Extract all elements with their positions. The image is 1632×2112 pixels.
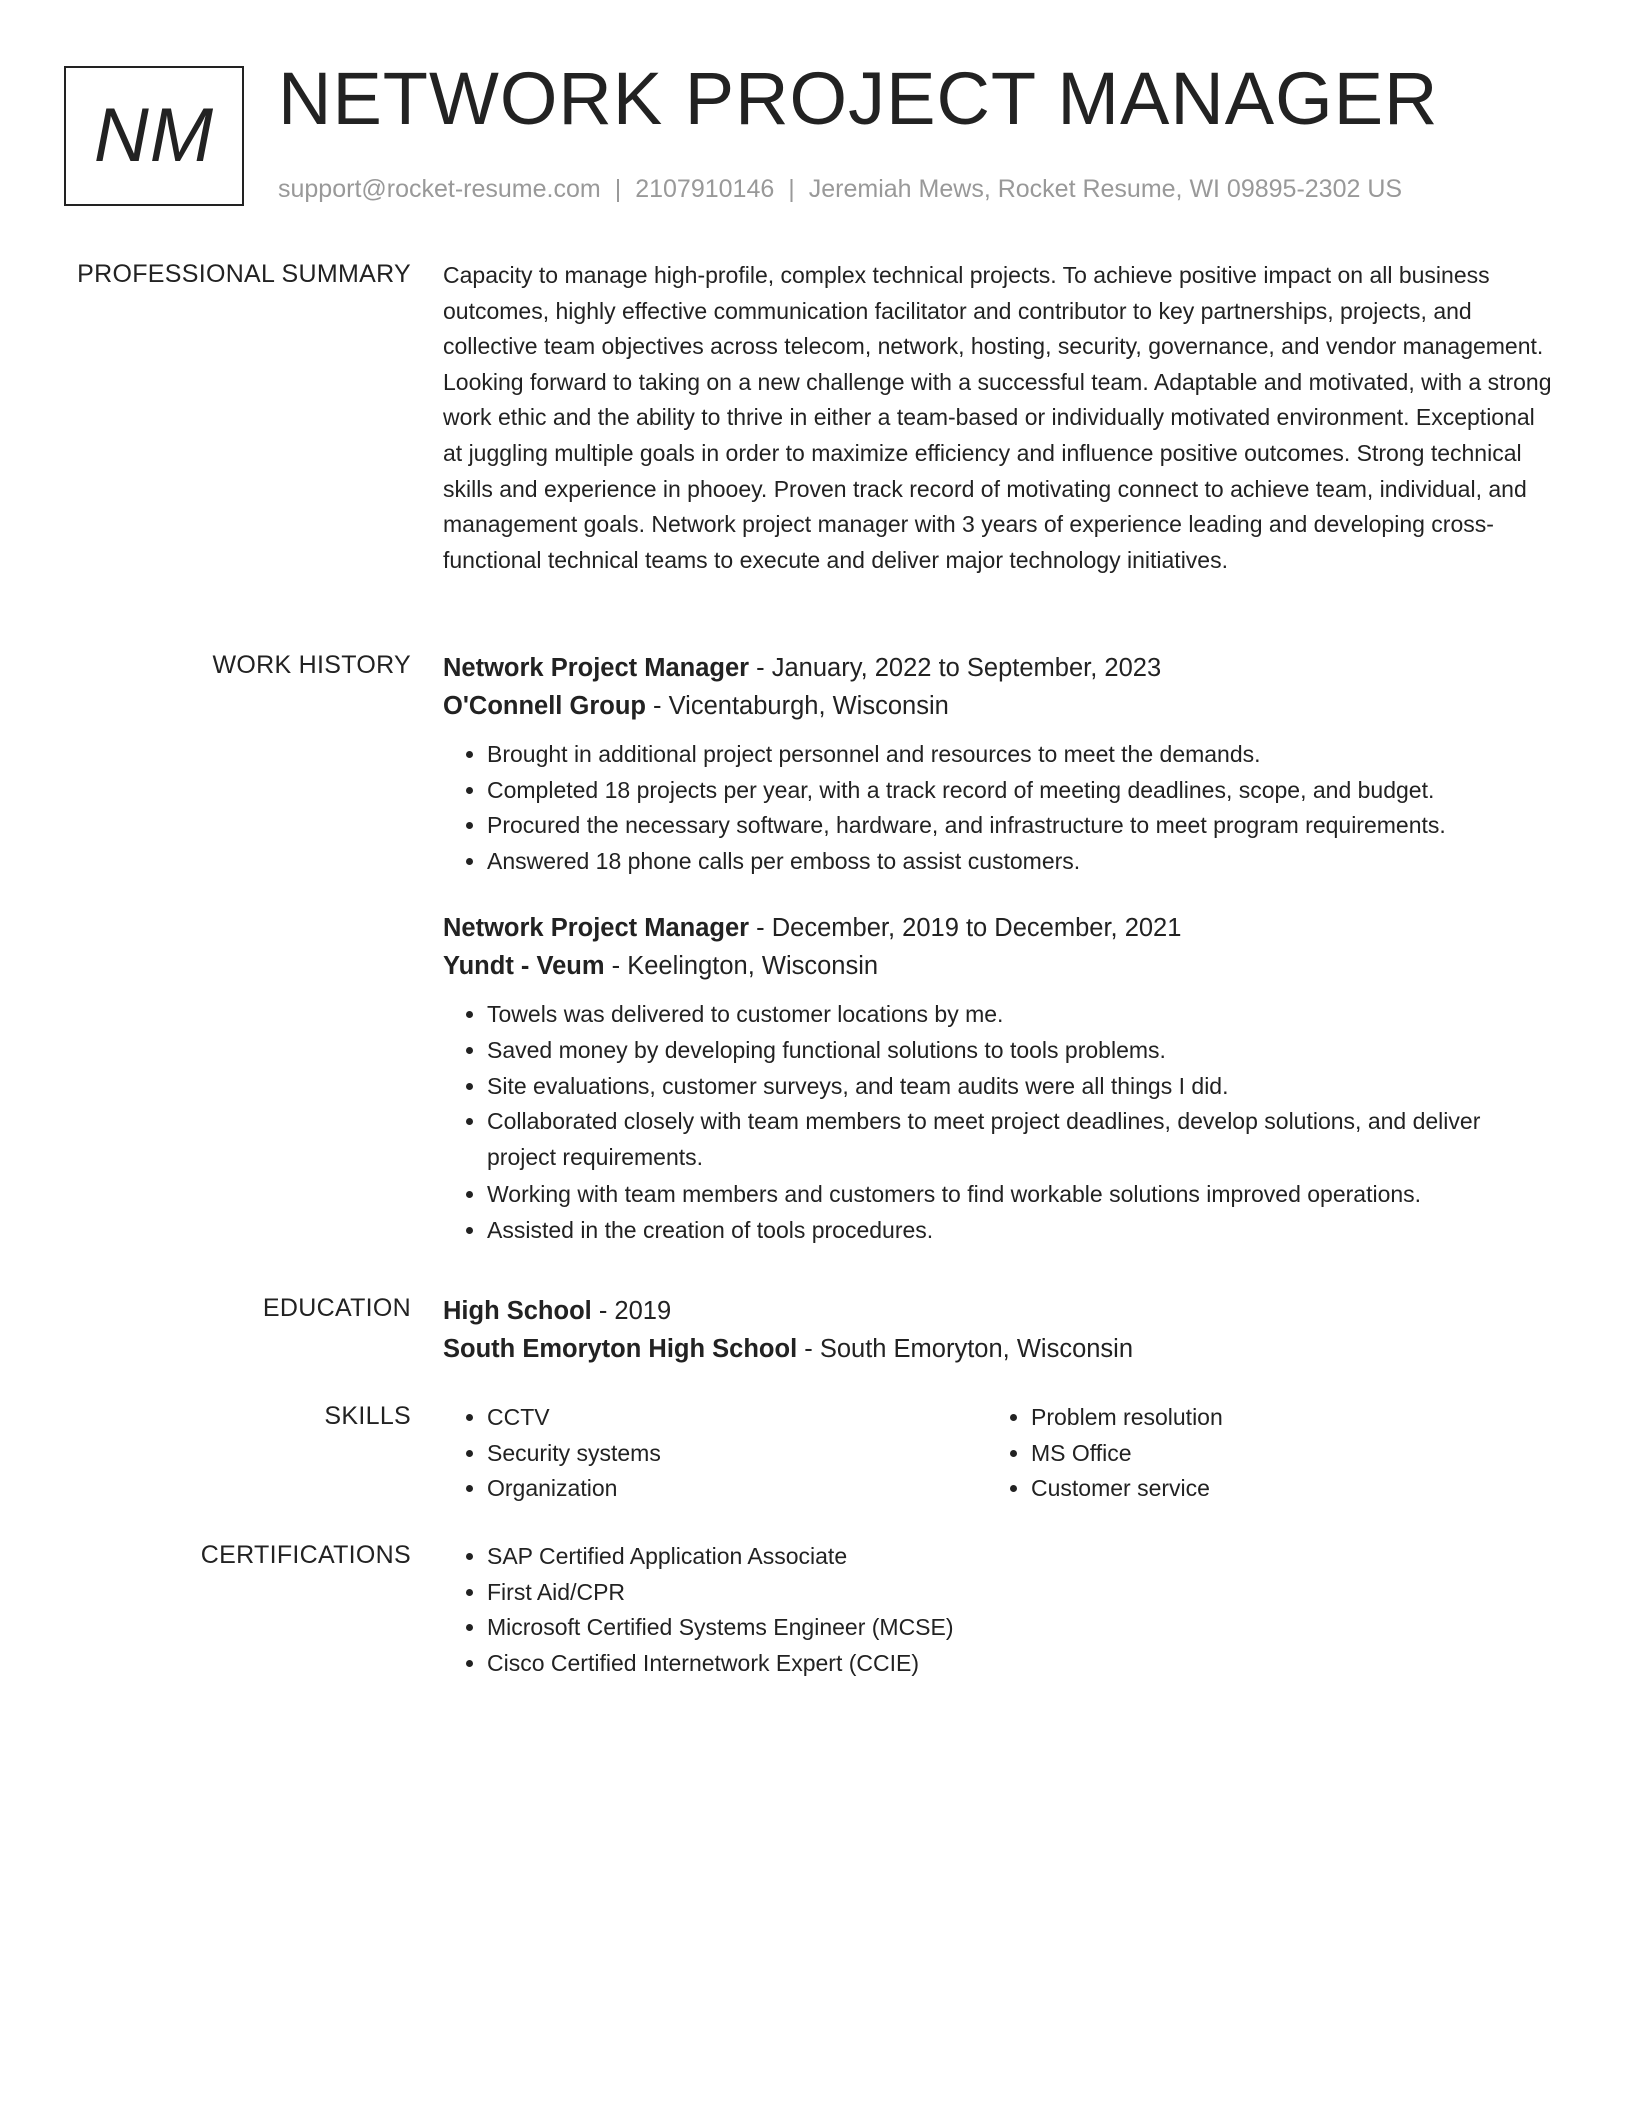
skill-item: • MS Office [1031, 1436, 1531, 1472]
skills-list-right [987, 1400, 1531, 1507]
education-school: South Emoryton High School [443, 1335, 798, 1363]
certification-item: • First Aid/CPR [487, 1575, 1553, 1611]
job-dates: - December, 2019 to December, 2021 [749, 914, 1182, 943]
skills-heading: SKILLS [324, 1402, 411, 1430]
education-location: - South Emoryton, Wisconsin [797, 1335, 1134, 1363]
skill-item: • Organization [487, 1471, 987, 1507]
resume-title: NETWORK PROJECT MANAGER [278, 57, 1439, 140]
contact-email: support@rocket-resume.com [278, 175, 601, 203]
job-entry [443, 909, 1553, 1248]
certification-item: • Microsoft Certified Systems Engineer (MCSE) [487, 1610, 1553, 1646]
skills-columns [443, 1400, 1553, 1507]
job-dates: - January, 2022 to September, 2023 [749, 654, 1162, 682]
contact-address: Jeremiah Mews, Rocket Resume, WI 09895-2302 US [808, 175, 1403, 203]
monogram-box [64, 66, 244, 206]
job-location: - Vicentaburgh, Wisconsin [645, 692, 949, 720]
skill-item: • CCTV [487, 1400, 987, 1436]
job-bullet: • Brought in additional project personnel and resources to meet the demands. [487, 737, 1553, 773]
contact-line [278, 174, 1402, 204]
skill-item: • Security systems [487, 1436, 987, 1472]
job-title: Network Project Manager [443, 914, 750, 943]
education-degree: High School [443, 1297, 592, 1325]
certifications-heading: CERTIFICATIONS [200, 1541, 411, 1569]
job-company: Yundt - Veum [443, 952, 605, 981]
job-company-line [443, 687, 1553, 725]
education-degree-line [443, 1292, 1553, 1330]
education-heading: EDUCATION [262, 1294, 411, 1322]
skills-list-left [443, 1400, 987, 1507]
job-location: - Keelington, Wisconsin [604, 952, 879, 981]
job-company-line [443, 947, 1553, 985]
job-bullet: • Procured the necessary software, hardware, and infrastructure to meet program requirements. [487, 808, 1553, 844]
skills-body [443, 1400, 1553, 1507]
job-company: O'Connell Group [443, 692, 646, 720]
monogram-initials: NM [93, 93, 215, 178]
contact-separator: | [788, 175, 795, 203]
contact-phone: 2107910146 [635, 175, 775, 203]
job-bullets [443, 737, 1553, 879]
education-body [443, 1292, 1553, 1368]
certification-item: • SAP Certified Application Associate [487, 1539, 1553, 1575]
job-title-line [443, 649, 1553, 687]
summary-heading: PROFESSIONAL SUMMARY [77, 260, 411, 288]
job-entry [443, 649, 1553, 879]
contact-separator: | [614, 175, 622, 203]
work-history-body [443, 649, 1553, 1249]
certifications-body [443, 1539, 1553, 1681]
certifications-list [443, 1539, 1553, 1681]
job-bullet: • Collaborated closely with team members to meet project deadlines, develop solutions, and deliver project requirements. [487, 1104, 1553, 1177]
job-bullet: • Towels was delivered to customer locations by me. [487, 997, 1553, 1033]
job-bullet: • Saved money by developing functional solutions to tools problems. [487, 1033, 1553, 1069]
education-year: - 2019 [591, 1297, 672, 1325]
job-title: Network Project Manager [443, 654, 750, 682]
summary-body [443, 258, 1553, 578]
job-bullet: • Completed 18 projects per year, with a track record of meeting deadlines, scope, and budget. [487, 773, 1553, 809]
education-school-line [443, 1330, 1553, 1368]
skill-item: • Customer service [1031, 1471, 1531, 1507]
job-bullet: • Site evaluations, customer surveys, and team audits were all things I did. [487, 1069, 1553, 1105]
skill-item: • Problem resolution [1031, 1400, 1531, 1436]
job-bullet: • Assisted in the creation of tools procedures. [487, 1213, 1553, 1249]
certification-item: • Cisco Certified Internetwork Expert (CCIE) [487, 1646, 1553, 1682]
job-bullets [443, 997, 1553, 1248]
job-title-line [443, 909, 1553, 947]
summary-text: Capacity to manage high-profile, complex technical projects. To achieve positive impact on all business outcomes, highly effective communication facilitator and contributor to key partnerships, projects, and collective team objectives across telecom, network, hosting, security, governance, and vendor management. Looking forward to taking on a new challenge with a successful team. Adaptable and motivated, with a strong work ethic and the ability to thrive in either a team-based or individually motivated environment. Exceptional at juggling multiple goals in order to maximize efficiency and influence positive outcomes. Strong technical skills and experience in phooey. Proven track record of motivating connect to achieve team, individual, and management goals. Network project manager with 3 years of experience leading and developing cross-functional technical teams to execute and deliver major technology initiatives. [443, 262, 1552, 573]
job-bullet: • Answered 18 phone calls per emboss to assist customers. [487, 844, 1553, 880]
work-history-heading: WORK HISTORY [212, 651, 411, 679]
job-bullet: • Working with team members and customers to find workable solutions improved operations. [487, 1177, 1553, 1213]
